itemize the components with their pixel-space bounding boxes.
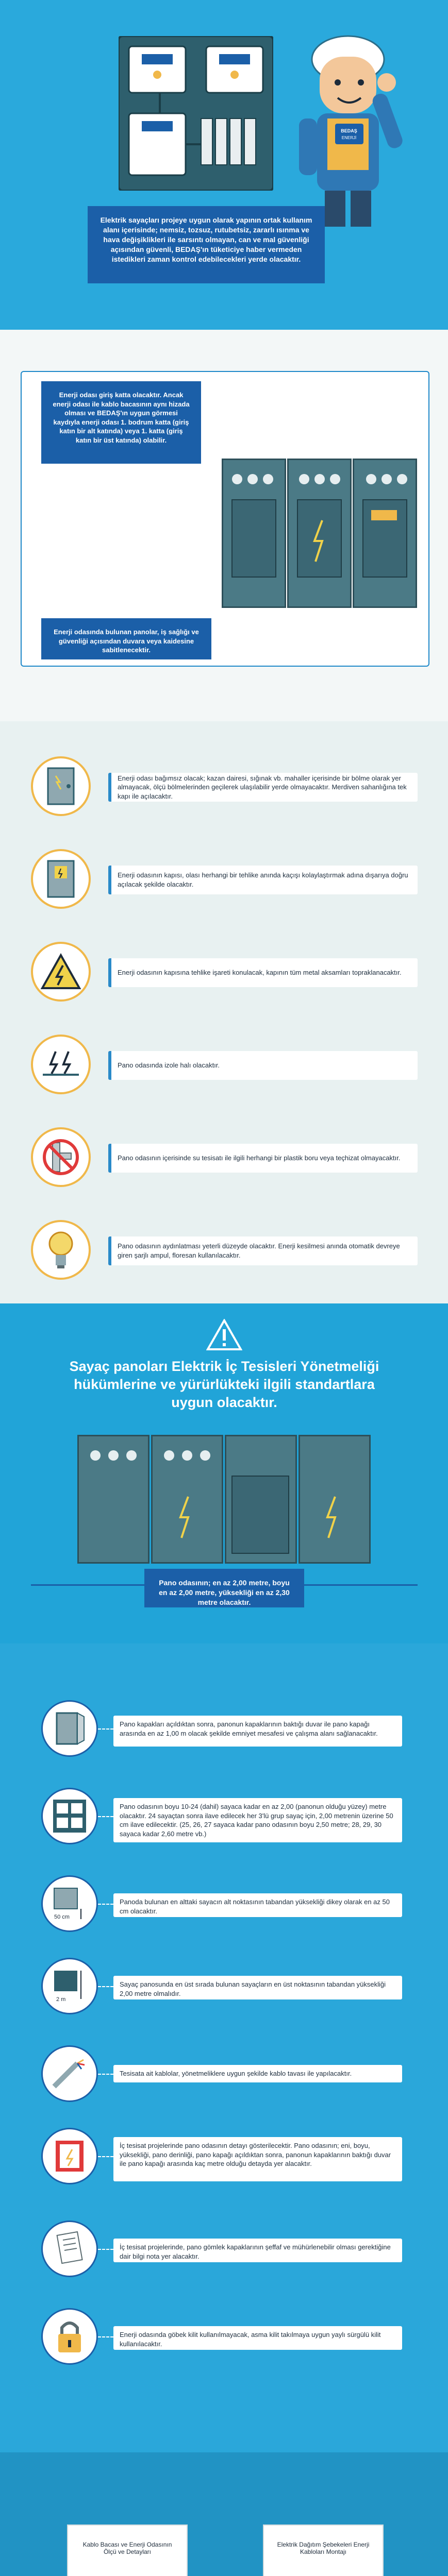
rule-text: Pano odasının içerisinde su tesisatı ile ilgili herhangi bir plastik boru veya teçhizat olmayacaktır. bbox=[108, 1144, 418, 1173]
lock-icon bbox=[41, 2308, 98, 2365]
list-item bbox=[41, 2308, 402, 2370]
high-voltage-icon bbox=[31, 942, 91, 1002]
warning-door-icon bbox=[31, 849, 91, 909]
engineer-character bbox=[289, 15, 407, 232]
bulb-icon bbox=[31, 1220, 91, 1280]
door-icon bbox=[31, 756, 91, 816]
rule-text: Enerji odasının kapısı, olası herhangi bir tehlike anında kaçışı kolaylaştırmak adına dışarıya doğru açılacak şekilde olacaktır. bbox=[108, 866, 418, 894]
rule-text: Pano odasının aydınlatması yeterli düzeyde olacaktır. Enerji kesilmesi anında otomatik devreye giren şarjlı ampul, floresan kullanılacaktır. bbox=[108, 1236, 418, 1265]
meter-panel-icon bbox=[41, 1788, 98, 1844]
list-item bbox=[41, 2045, 402, 2107]
cabinet-icon bbox=[41, 1700, 98, 1757]
badge-line1: BEDAŞ bbox=[341, 128, 357, 133]
list-item bbox=[41, 2221, 402, 2282]
meter-room-bottom-text: Enerji odasında bulunan panolar, iş sağlığı ve güvenliği açısından duvara veya kaidesine sabitlenecektir. bbox=[54, 628, 199, 654]
meter-room-section bbox=[0, 330, 448, 721]
list-item bbox=[31, 1025, 418, 1105]
list-item bbox=[31, 933, 418, 1012]
meter-room-bottom-box bbox=[41, 618, 211, 659]
meter-room-top-box bbox=[41, 381, 201, 464]
standards-title: Sayaç panoları Elektrik İç Tesisleri Yönetmeliği hükümlerine ve yürürlükteki ilgili standartlara uygun olacaktır. bbox=[69, 1359, 379, 1411]
detail-text: Pano kapakları açıldıktan sonra, panonun kapaklarının baktığı duvar ile pano kapağı arasında en az 1,00 m olacak şekilde emniyet mesafesi ve çalışma alanı sağlanacaktır. bbox=[113, 1716, 402, 1747]
list-item bbox=[41, 2128, 402, 2195]
height-label: 50 cm bbox=[54, 1914, 70, 1920]
document-card-2 bbox=[263, 2524, 384, 2576]
footer-section bbox=[0, 2452, 448, 2576]
intro-text: Elektrik sayaçları projeye uygun olarak yapının ortak kullanım alanı içerisinde; nemsiz, tozsuz, rutubetsiz, zararlı ısınma ve hava değişiklikleri ile sarsıntı olmayan, can ve mal güvenliği açısından güvenli, BEDAŞ'ın tüketiciye haber vermeden istedikleri zaman kontrol edebilecekleri yerde olacaktır. bbox=[100, 216, 312, 263]
intro-section bbox=[0, 0, 448, 330]
rule-text: Pano odasında izole halı olacaktır. bbox=[108, 1051, 418, 1080]
plan-icon bbox=[41, 2128, 98, 2184]
document-icon bbox=[41, 2221, 98, 2277]
badge-line2: ENERJİ bbox=[341, 135, 357, 140]
list-item bbox=[31, 1118, 418, 1198]
intro-text-box bbox=[88, 206, 325, 283]
list-item bbox=[41, 1788, 402, 1850]
rules-section bbox=[0, 721, 448, 1303]
meter-room-top-text: Enerji odası giriş katta olacaktır. Ancak enerji odası ile kablo bacasının aynı hizada olması ve BEDAŞ'ın uygun görmesi kaydıyla enerji odası 1. bodrum katta (giriş katın bir alt katında) veya 1. katta (giriş katın bir üst katında) olabilir. bbox=[53, 391, 190, 444]
list-item bbox=[41, 1700, 402, 1762]
lightning-icon bbox=[31, 1035, 91, 1094]
detail-text: Sayaç panosunda en üst sırada bulunan sayaçların en üst noktasının tabandan yüksekliği 2,00 metre olmalıdır. bbox=[113, 1976, 402, 1999]
list-item bbox=[31, 747, 418, 827]
list-item bbox=[31, 840, 418, 920]
detail-text: Enerji odasında göbek kilit kullanılmayacak, asma kilit takılmaya uygun yaylı sürgülü kilit kullanılacaktır. bbox=[113, 2326, 402, 2350]
document-title-1: Kablo Bacası ve Enerji Odasının Ölçü ve Detayları bbox=[82, 2541, 172, 2555]
standards-panels-illustration bbox=[77, 1435, 371, 1564]
document-card-1 bbox=[67, 2524, 188, 2576]
meter-box-illustration bbox=[119, 36, 273, 191]
cable-icon bbox=[41, 2045, 98, 2102]
detail-text: Tesisata ait kablolar, yönetmeliklere uygun şekilde kablo tavası ile yapılacaktır. bbox=[113, 2065, 402, 2082]
list-item bbox=[41, 1958, 402, 2020]
list-item bbox=[41, 1875, 402, 1937]
top-height-label: 2 m bbox=[56, 1996, 66, 2003]
rule-text: Enerji odasının kapısına tehlike işareti konulacak, kapının tüm metal aksamları topraklanacaktır. bbox=[108, 958, 418, 987]
detail-text: Panoda bulunan en alttaki sayacın alt noktasının tabandan yüksekliği dikey olarak en az 50 cm olacaktır. bbox=[113, 1893, 402, 1917]
standards-section bbox=[0, 1303, 448, 1643]
detail-text: İç tesisat projelerinde, pano gömlek kapaklarının şeffaf ve mühürlenebilir olması gerektiğine dair bilgi nota yer alacaktır. bbox=[113, 2239, 402, 2262]
rule-text: Enerji odası bağımsız olacak; kazan dairesi, sığınak vb. mahaller içerisinde bir bölme olarak yer almayacak, ölçü bölmelerinden geçilerek ulaşılabilir yerde olmayacaktır. Merdiven sahanlığına tek kapı ile açılacaktır. bbox=[108, 773, 418, 802]
document-title-2: Elektrik Dağıtım Şebekeleri Enerji Kabloları Montajı bbox=[277, 2541, 370, 2555]
top-height-icon bbox=[41, 1958, 98, 2014]
height-icon bbox=[41, 1875, 98, 1932]
list-item bbox=[31, 1211, 418, 1291]
details-section bbox=[0, 1643, 448, 2452]
detail-text: Pano odasının boyu 10-24 (dahil) sayaca kadar en az 2,00 (panonun olduğu yüzey) metre olacaktır. 24 sayaçtan sonra ilave edilecek her 3'lü grup sayaç için, 2,00 metrenin üzerine 50 cm ilave edilecektir. (25, 26, 27 sayaca kadar pano odasının boyu 2,50 metre; 28, 29, 30 sayaca kadar 2,60 metre vb.) bbox=[113, 1798, 402, 1842]
warning-icon bbox=[206, 1319, 242, 1351]
no-pipe-icon bbox=[31, 1127, 91, 1187]
clearance-box bbox=[144, 1569, 304, 1607]
clearance-text: Pano odasının; en az 2,00 metre, boyu en az 2,00 metre, yüksekliği en az 2,30 metre olacaktır. bbox=[159, 1579, 290, 1606]
detail-text: İç tesisat projelerinde pano odasının detayı gösterilecektir. Pano odasının; eni, boyu, yüksekliği, pano derinliği, pano kapağı açıldıktan sonra, panonun kapaklarının baktığı duvar ile pano kapağı arasında kaç metre olduğu detayda yer alacaktır. bbox=[113, 2137, 402, 2181]
electrical-panels-illustration bbox=[222, 459, 418, 608]
